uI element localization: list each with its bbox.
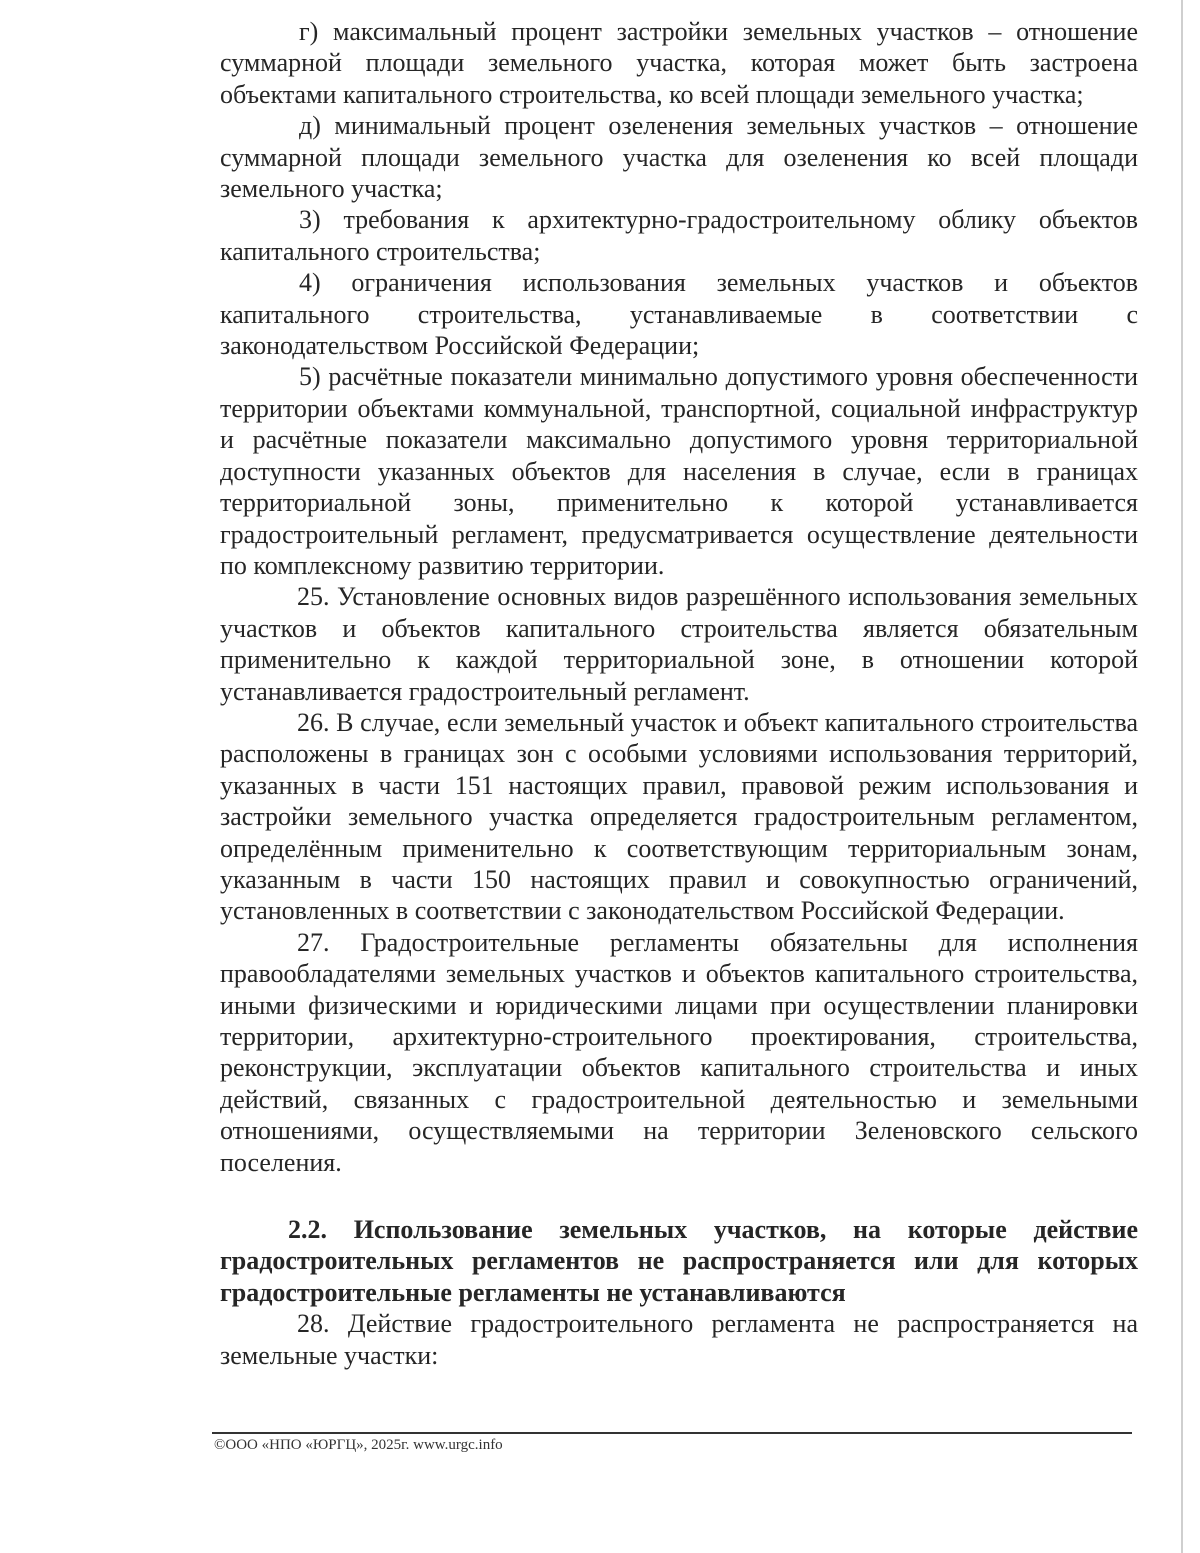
paragraph-28: 28. Действие градостроительного регламента не распространяется на земельные участки: (220, 1309, 1138, 1370)
section-heading: 2.2. Использование земельных участков, на которые действие градостроительных регламентов не распространяется или для которых градостроительные регламенты не устанавливаются (220, 1215, 1138, 1307)
document-body (220, 16, 1138, 1371)
paragraph-item-5: 5) расчётные показатели минимально допустимого уровня обеспеченности территории объектами коммунальной, транспортной, социальной инфраструктур и расчётные показатели максимально допустимого уровня территориальной доступности указанных объектов для населения в случае, если в границах территориальной зоны, применительно к которой устанавливается градостроительный регламент, предусматривается осуществление деятельности по комплексному развитию территории. (220, 362, 1138, 580)
paragraph-item-3: 3) требования к архитектурно-градостроительному облику объектов капитального строительства; (220, 205, 1138, 266)
footer-divider (212, 1432, 1132, 1434)
paragraph-27: 27. Градостроительные регламенты обязательны для исполнения правообладателями земельных участков и объектов капитального строительства, иными физическими и юридическими лицами при осуществлении планировки территории, архитектурно-строительного проектирования, строительства, реконструкции, эксплуатации объектов капитального строительства и иных действий, связанных с градостроительной деятельностью и земельными отношениями, осуществляемыми на территории Зеленовского сельского поселения. (220, 927, 1138, 1177)
scan-edge-line (1181, 0, 1183, 1553)
paragraph-item-d: д) минимальный процент озеленения земельных участков – отношение суммарной площади земельного участка для озеленения ко всей площади земельного участка; (220, 111, 1138, 204)
paragraph-item-4: 4) ограничения использования земельных участков и объектов капитального строительства, устанавливаемые в соответствии с законодательством Российской Федерации; (220, 268, 1138, 361)
footer-copyright: ©ООО «НПО «ЮРГЦ», 2025г. www.urgc.info (214, 1437, 503, 1453)
paragraph-26: 26. В случае, если земельный участок и объект капитального строительства расположены в границах зон с особыми условиями использования территорий, указанных в части 151 настоящих правил, правовой режим использования и застройки земельного участка определяется градостроительным регламентом, определённым применительно к соответствующим территориальным зонам, указанным в части 150 настоящих правил и совокупностью ограничений, установленных в соответствии с законодательством Российской Федерации. (220, 707, 1138, 926)
paragraph-25: 25. Установление основных видов разрешённого использования земельных участков и объектов капитального строительства является обязательным применительно к каждой территориальной зоне, в отношении которой устанавливается градостроительный регламент. (220, 582, 1138, 706)
paragraph-item-g: г) максимальный процент застройки земельных участков – отношение суммарной площади земельного участка, которая может быть застроена объектами капитального строительства, ко всей площади земельного участка; (220, 17, 1138, 109)
